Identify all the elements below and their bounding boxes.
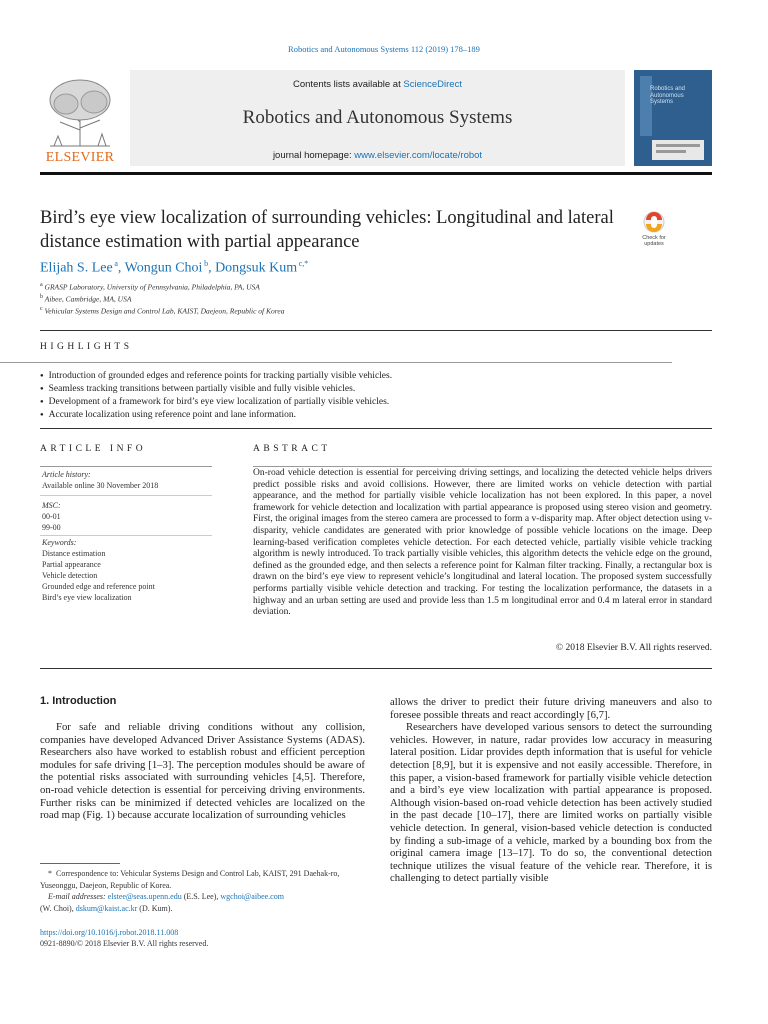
affiliation: $^b$ Aibee, Cambridge, MA, USA	[40, 294, 132, 304]
body-paragraph: For safe and reliable driving conditions without any collision, companies have developed Advanced Driver Assistance Systems (ADAS). Researchers also have worked to establish robust and efficient perception modules for safe driving [1–3]. The perception modules should be aware of the potential risks associated with surrounding vehicles [4,5]. Therefore, on-road vehicle detection is essential for perceiving driving environments. Further risks can be minimized if detected vehicles are localized on the road map (Fig. 1) because accurate localization of surrounding vehicles	[40, 721, 365, 822]
email-link[interactable]: elstee@seas.upenn.edu	[107, 892, 182, 901]
email-label: E-mail addresses:	[48, 892, 106, 901]
footnote-divider	[40, 863, 120, 864]
body-paragraph: allows the driver to predict their future driving maneuvers and also to foresee possible threats and react accordingly [6,7].	[390, 696, 712, 721]
header-rule	[40, 172, 712, 175]
section-heading-introduction: 1. Introduction	[40, 695, 117, 707]
msc-label: MSC:	[42, 501, 61, 510]
article-title: Bird’s eye view localization of surrounding vehicles: Longitudinal and lateral distance estimation with partial appearance	[40, 208, 614, 252]
highlight-item: ● Seamless tracking transitions between partially visible and fully visible vehicles.	[40, 383, 392, 396]
footnote-marker: *	[48, 869, 52, 878]
keyword: Partial appearance	[42, 560, 101, 569]
section-divider	[40, 330, 712, 331]
author-name[interactable]: Wongun Choi	[124, 260, 203, 276]
contents-prefix: Contents lists available at	[293, 79, 404, 90]
section-divider	[253, 466, 712, 467]
body-column-right	[390, 696, 712, 885]
keyword: Distance estimation	[42, 549, 106, 558]
info-divider	[40, 535, 212, 536]
highlights-list	[40, 370, 392, 422]
journal-homepage-link[interactable]: www.elsevier.com/locate/robot	[354, 150, 483, 161]
msc-code: 99-00	[42, 523, 61, 532]
affiliation: $^c$ Vehicular Systems Design and Control Lab, KAIST, Daejeon, Republic of Korea	[40, 306, 285, 316]
email-link[interactable]: dskum@kaist.ac.kr	[75, 903, 138, 913]
sciencedirect-link[interactable]: ScienceDirect	[403, 79, 462, 90]
journal-name: Robotics and Autonomous Systems	[242, 107, 513, 128]
cover-title: Robotics and Autonomous Systems	[650, 86, 686, 106]
author-list: Elijah S. Lee $^a$, Wongun Choi $^b$, Dongsuk Kum $^{c,*}$	[40, 259, 309, 276]
abstract-heading: ABSTRACT	[253, 444, 331, 454]
contents-line	[130, 79, 625, 90]
author-name[interactable]: Elijah S. Lee	[40, 260, 113, 276]
keyword: Vehicle detection	[42, 571, 98, 580]
email-owner: (W. Choi),	[40, 903, 74, 913]
highlight-item: ● Introduction of grounded edges and reference points for tracking partially visible vehicles.	[40, 370, 392, 383]
issn-copyright-line: 0921-8890/© 2018 Elsevier B.V. All rights reserved.	[40, 939, 209, 948]
correspondence-footnote	[40, 868, 365, 914]
keywords-label: Keywords:	[42, 538, 77, 547]
body-paragraph: Researchers have developed various sensors to detect the surrounding vehicles. However, in nature, radar provides low accuracy in measuring lateral position. Lidar provides depth information that is useful for vehicle detection [8,9], but it is expensive and not easily accessible. Therefore, in this paper, a vision-based framework for partially visible vehicle detection and a bird’s eye view localization with partial appearance is proposed. Although vision-based on-road vehicle detection has been actively studied in the past decade [10–17], there are limited works on partially visible vehicle detection. In general, vision-based vehicle detection is conducted by finding a sub-image of a vehicle, marked by a bounding box from the original camera image [13–17]. To do so, the conventional detection technique utilizes the visual feature of the vehicle rear. Therefore, it is challenging to detect partially visible	[390, 721, 712, 885]
publisher-name: ELSEVIER	[45, 150, 115, 165]
msc-code: 00-01	[42, 512, 61, 521]
email-owner: (D. Kum).	[139, 903, 173, 913]
article-history-label: Article history:	[42, 470, 91, 479]
journal-cover-image	[634, 70, 712, 166]
doi-link[interactable]: https://doi.org/10.1016/j.robot.2018.11.008	[40, 928, 179, 937]
homepage-prefix: journal homepage:	[272, 150, 355, 161]
email-owner: (E.S. Lee),	[183, 892, 219, 901]
article-history-value: Available online 30 November 2018	[42, 481, 159, 490]
section-divider	[40, 668, 712, 669]
abstract-copyright: © 2018 Elsevier B.V. All rights reserved.	[555, 643, 712, 653]
author-affiliation-mark: c,*	[298, 259, 309, 268]
journal-homepage-line	[130, 150, 625, 161]
author-affiliation-mark: a	[114, 259, 118, 268]
keyword: Grounded edge and reference point	[42, 582, 155, 591]
author-name[interactable]: Dongsuk Kum	[215, 260, 298, 276]
section-divider	[40, 428, 712, 429]
author-affiliation-mark: b	[204, 259, 209, 268]
section-divider	[0, 362, 672, 363]
section-divider	[40, 466, 212, 467]
highlight-item: ● Development of a framework for bird’s eye view localization of partially visible vehicles.	[40, 396, 392, 409]
highlights-heading: HIGHLIGHTS	[40, 342, 133, 352]
email-link[interactable]: wgchoi@aibee.com	[220, 892, 284, 901]
affiliation: $^a$ GRASP Laboratory, University of Pennsylvania, Philadelphia, PA, USA	[40, 282, 260, 292]
highlight-item: ● Accurate localization using reference point and lane information.	[40, 409, 392, 422]
journal-reference[interactable]: Robotics and Autonomous Systems 112 (2019) 178–189	[288, 44, 480, 54]
correspondence-text: Correspondence to: Vehicular Systems Design and Control Lab, KAIST, 291 Daehak-ro, Yuseonggu, Daejeon, Republic of Korea.	[40, 869, 340, 890]
keyword: Bird’s eye view localization	[42, 593, 132, 602]
check-for-updates-label[interactable]: Check for updates	[642, 235, 666, 247]
abstract-text: On-road vehicle detection is essential for perceiving driving settings, and localizing the detected vehicle helps drivers predict possible risks and avoid collisions. However, there are limited works on vehicle detection with partial appearance, and the method for partially visible vehicle localization has not been explored. In this paper, a novel framework for vehicle detection and localization with partial appearance is proposed using stereo vision and geometry. First, the original images from the stereo camera are processed to form a v-disparity map. After object detection using v-disparity, vehicle candidates are generated with prior knowledge of possible vehicle locations on the image. Deep learning-based verification completes vehicle detection. For each detected vehicle, partially visible vehicle tracking algorithm is newly introduced. To track partially visible vehicles, this algorithm detects the vehicle edge on the ground, defined as the grounded edge, and then selects a reference point for Kalman filter tracking. Finally, a rectangular box is drawn on the bird’s eye view to represent vehicle’s longitudinal and lateral location. The proposed system successfully performs partially visible vehicle detection and tracking. For testing the localization performance, the datasets in a highway and an urban setting are used and provide less than 1.5 m longitudinal error and 0.4 m lateral error in standard deviation.	[253, 468, 712, 618]
article-info-heading: ARTICLE INFO	[40, 444, 147, 454]
info-divider	[40, 495, 212, 496]
